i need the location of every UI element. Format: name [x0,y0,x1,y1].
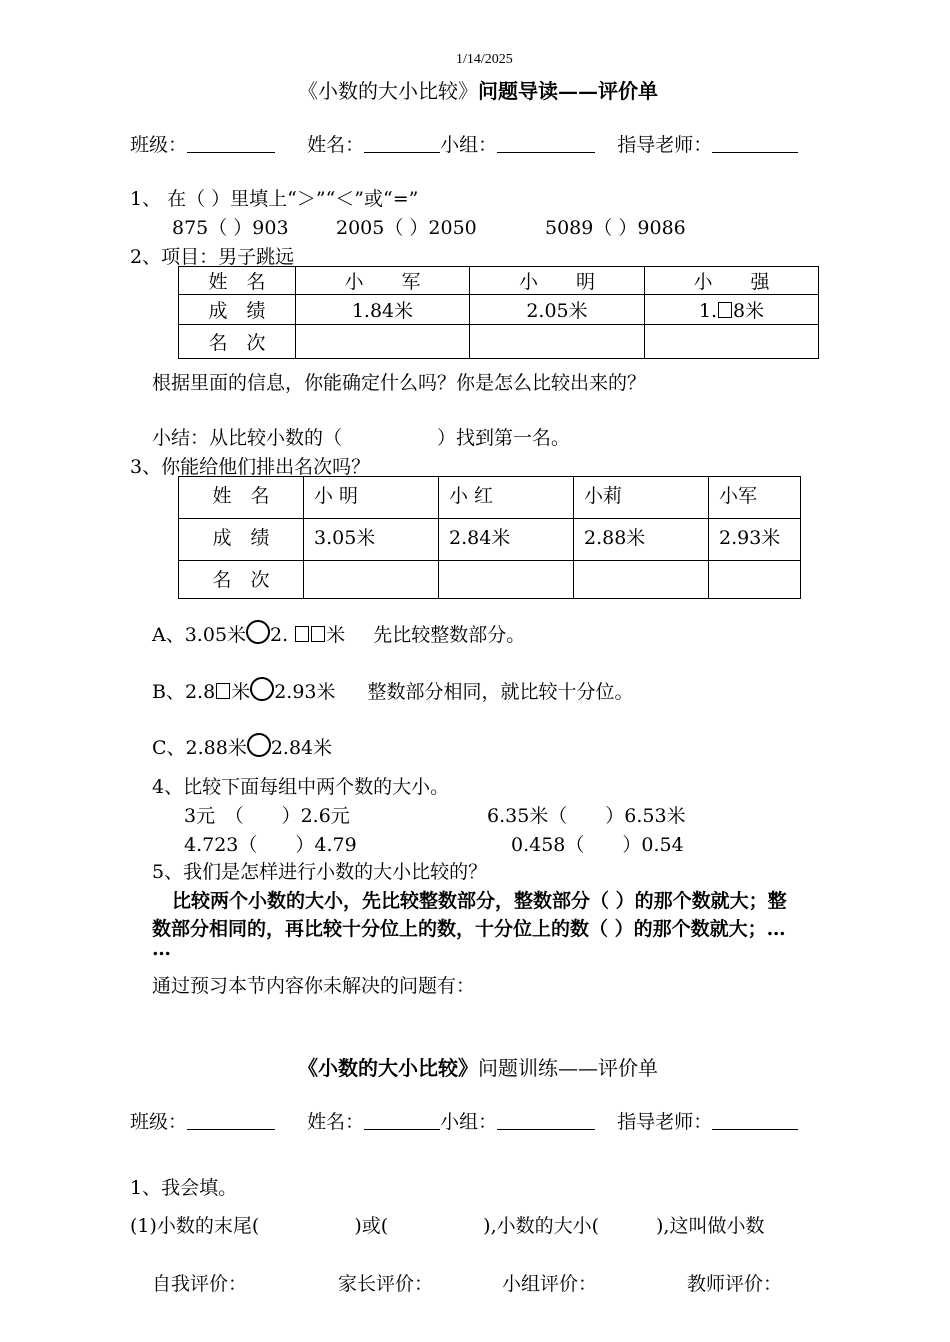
question-4-item: 0.458（ ）0.54 [511,834,684,856]
page-title-preview [298,75,658,104]
name-blank[interactable] [364,1111,440,1130]
rank-cell[interactable] [304,561,439,599]
athlete-name: 小 明 [304,477,439,519]
row-header-name: 姓 名 [179,267,296,295]
row-header-name: 姓 名 [179,477,304,519]
title-subtitle: 问题训练——评价单 [478,1056,658,1080]
teacher-blank[interactable] [712,1111,798,1130]
group-blank[interactable] [497,134,595,153]
question-1-item-1: 875（ ）903 [172,217,289,239]
question-3-label: 3、你能给他们排出名次吗？ [130,456,371,478]
class-blank[interactable] [187,1111,275,1130]
question-1-label: 1、 在（ ）里填上“＞”“＜”或“=” [130,188,419,210]
name-blank[interactable] [364,134,440,153]
teacher-blank[interactable] [712,134,798,153]
rank-cell[interactable] [645,325,819,359]
digit-box[interactable] [295,626,309,642]
score-cell: 2.84米 [439,519,574,561]
row-header-rank: 名 次 [179,325,296,359]
step-c: C、2.88米 2.84米 [152,733,332,760]
athlete-name: 小 红 [439,477,574,519]
question-2-label: 2、项目：男子跳远 [130,246,295,268]
score-cell: 2.93米 [709,519,801,561]
score-cell: 2.88米 [574,519,709,561]
class-blank[interactable] [187,134,275,153]
title-subtitle: 问题导读——评价单 [478,79,658,103]
self-evaluation-label: 自我评价： [152,1273,248,1295]
score-cell: 3.05米 [304,519,439,561]
group-label: 小组： [440,1111,498,1133]
rank-cell[interactable] [296,325,470,359]
name-label: 姓名： [307,1111,365,1133]
row-header-score: 成 绩 [179,519,304,561]
question-2-summary: 小结：从比较小数的（ ）找到第一名。 [152,427,571,449]
digit-box[interactable] [216,683,230,699]
group-evaluation-label: 小组评价： [502,1273,598,1295]
row-header-rank: 名 次 [179,561,304,599]
question-1-item-2: 2005（ ）2050 [336,217,477,239]
rank-cell[interactable] [439,561,574,599]
compare-circle[interactable] [247,733,271,757]
ranking-table [178,476,801,599]
teacher-evaluation-label: 教师评价： [687,1273,783,1295]
question-4-item: 6.35米（ ）6.53米 [487,805,686,827]
score-cell: 1.84米 [296,295,470,325]
question-5-answer-line-1: 比较两个小数的大小，先比较整数部分，整数部分（ ）的那个数就大；整 [172,890,787,912]
question-4-label: 4、比较下面每组中两个数的大小。 [152,776,450,798]
student-info-line [130,1107,798,1134]
name-label: 姓名： [307,134,365,156]
teacher-label: 指导老师： [617,134,713,156]
rank-cell[interactable] [709,561,801,599]
question-5-answer-line-3: … [152,938,171,960]
unresolved-questions-label: 通过预习本节内容你未解决的问题有： [152,975,476,997]
score-cell-missing-digit: 1. 8米 [645,295,819,325]
athlete-name: 小莉 [574,477,709,519]
class-label: 班级： [130,1111,188,1133]
group-label: 小组： [440,134,498,156]
student-info-line [130,130,798,157]
digit-box[interactable] [311,626,325,642]
athlete-name: 小军 [709,477,801,519]
parent-evaluation-label: 家长评价： [338,1273,434,1295]
athlete-name: 小 军 [296,267,470,295]
training-question-1-label: 1、我会填。 [130,1177,238,1199]
question-1-item-3: 5089（ ）9086 [545,217,686,239]
question-5-label: 5、我们是怎样进行小数的大小比较的？ [152,861,488,883]
page-title-training [298,1052,658,1081]
step-a-note: 先比较整数部分。 [373,624,526,646]
step-b-note: 整数部分相同，就比较十分位。 [367,681,634,703]
training-question-1-1: (1)小数的末尾( )或( ),小数的大小( ),这叫做小数 [130,1215,765,1237]
rank-cell[interactable] [470,325,645,359]
class-label: 班级： [130,134,188,156]
step-b: B、2.8 米 2.93米 整数部分相同，就比较十分位。 [152,677,634,704]
teacher-label: 指导老师： [617,1111,713,1133]
score-cell: 2.05米 [470,295,645,325]
title-book-name: 《小数的大小比较》 [298,1056,478,1080]
group-blank[interactable] [497,1111,595,1130]
question-5-answer-line-2: 数部分相同的，再比较十分位上的数，十分位上的数（ ）的那个数就大；… [152,918,786,940]
rank-cell[interactable] [574,561,709,599]
question-4-item: 4.723（ ）4.79 [184,834,357,856]
compare-circle[interactable] [250,677,274,701]
long-jump-table [178,266,819,359]
athlete-name: 小 明 [470,267,645,295]
row-header-score: 成 绩 [179,295,296,325]
question-2-prompt: 根据里面的信息，你能确定什么吗？你是怎么比较出来的？ [152,372,647,394]
step-a: A、3.05米 2. 米 先比较整数部分。 [152,620,525,647]
compare-circle[interactable] [246,620,270,644]
title-book-name: 《小数的大小比较》 [298,79,478,103]
athlete-name: 小 强 [645,267,819,295]
print-date: 1/14/2025 [456,52,513,67]
missing-digit-box[interactable] [718,302,732,318]
question-4-item: 3元 （ ）2.6元 [184,805,350,827]
